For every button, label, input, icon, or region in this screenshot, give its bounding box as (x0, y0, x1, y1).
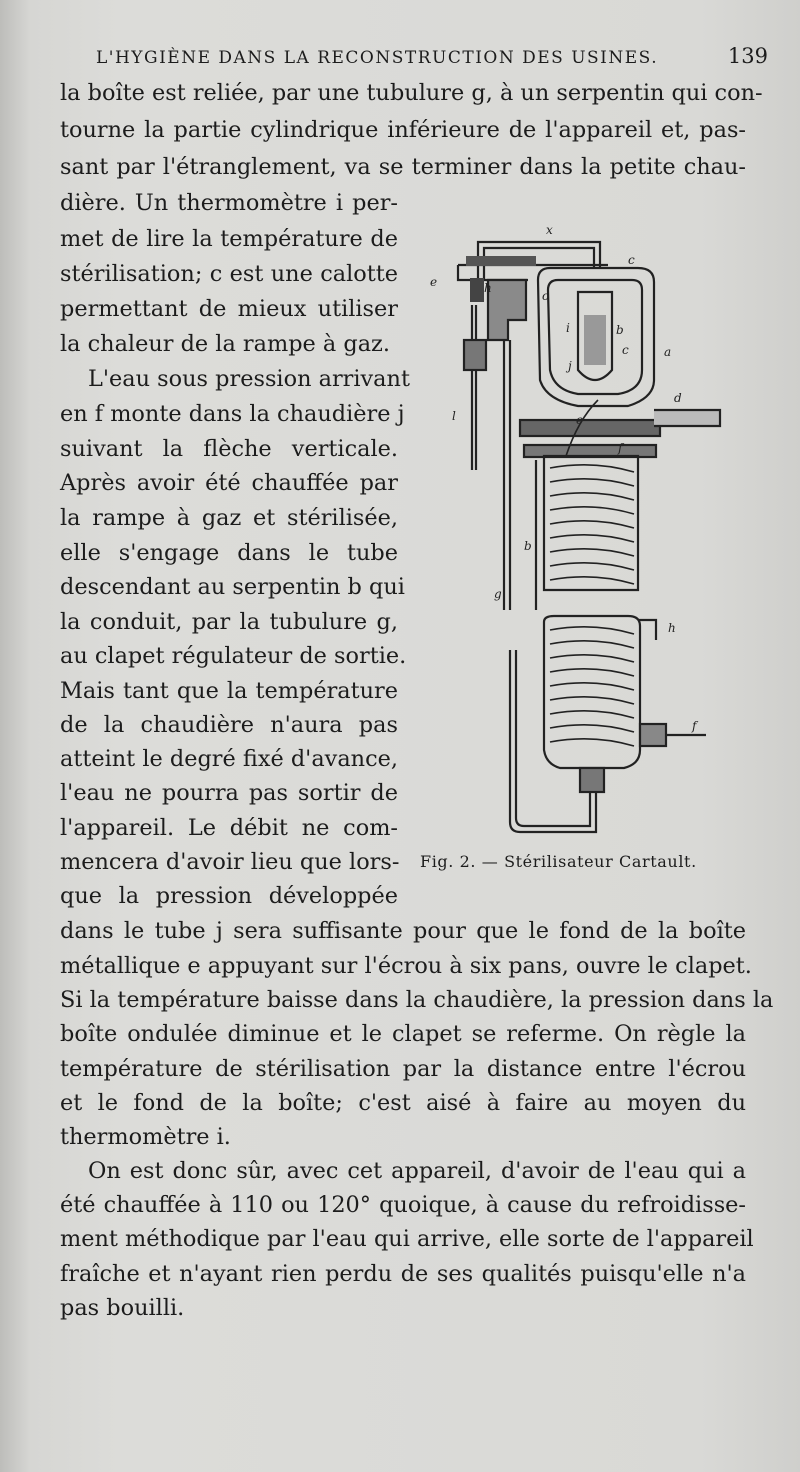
text-line: On est donc sûr, avec cet appareil, d'avoir de l'eau qui a (88, 1158, 746, 1184)
figure-label: j (568, 359, 572, 373)
figure-label: c (628, 253, 635, 267)
figure-label: g (494, 587, 502, 601)
text-line: la boîte est reliée, par une tubulure g, à un serpentin qui con- (60, 80, 763, 106)
text-line: boîte ondulée diminue et le clapet se referme. On règle la (60, 1021, 746, 1047)
figure-label: i (566, 321, 570, 335)
text-line: et le fond de la boîte; c'est aisé à faire au moyen du (60, 1090, 746, 1116)
figure-label: l (452, 409, 456, 423)
text-line: thermomètre i. (60, 1124, 231, 1150)
text-line: température de stérilisation par la distance entre l'écrou (60, 1056, 746, 1082)
text-line: été chauffée à 110 ou 120° quoique, à cause du refroidisse- (60, 1192, 746, 1218)
text-line: mencera d'avoir lieu que lors- (60, 849, 400, 875)
running-title: L'HYGIÈNE DANS LA RECONSTRUCTION DES USINES. (96, 48, 659, 68)
figure-label: e (430, 275, 438, 289)
page-number: 139 (727, 44, 768, 68)
sterilizer-illustration (428, 220, 740, 840)
figure-label: h (668, 621, 676, 635)
text-line: que la pression développée (60, 883, 398, 909)
text-line: l'eau ne pourra pas sortir de (60, 780, 398, 806)
text-line: fraîche et n'ayant rien perdu de ses qualités puisqu'elle n'a (60, 1261, 746, 1287)
text-line: Après avoir été chauffée par (60, 470, 398, 496)
text-line: de la chaudière n'aura pas (60, 712, 398, 738)
figure-label: f (618, 441, 623, 455)
figure-caption: Fig. 2. — Stérilisateur Cartault. (420, 852, 697, 871)
text-line: Mais tant que la température (60, 678, 398, 704)
figure-label: a (664, 345, 672, 359)
text-line: suivant la flèche verticale. (60, 436, 398, 462)
text-line: tourne la partie cylindrique inférieure de l'appareil et, pas- (60, 117, 746, 143)
text-line: l'appareil. Le débit ne com- (60, 815, 398, 841)
text-line: stérilisation; c est une calotte (60, 261, 398, 287)
text-line: permettant de mieux utiliser (60, 296, 398, 322)
text-line: elle s'engage dans le tube (60, 540, 398, 566)
text-line: la chaleur de la rampe à gaz. (60, 331, 390, 357)
running-header (96, 44, 768, 68)
text-line: Si la température baisse dans la chaudière, la pression dans la (60, 987, 774, 1013)
figure-label: x (546, 223, 553, 237)
figure-label: h (484, 281, 492, 295)
text-line: la rampe à gaz et stérilisée, (60, 505, 398, 531)
figure-label: e (576, 413, 584, 427)
text-line: dière. Un thermomètre i per- (60, 190, 398, 216)
text-line: ment méthodique par l'eau qui arrive, elle sorte de l'appareil (60, 1226, 754, 1252)
text-line: au clapet régulateur de sortie. (60, 643, 407, 669)
figure-label: f (692, 719, 697, 733)
text-line: la conduit, par la tubulure g, (60, 609, 398, 635)
text-line: en f monte dans la chaudière j (60, 401, 405, 427)
text-line: descendant au serpentin b qui (60, 574, 405, 600)
figure-label: c (622, 343, 629, 357)
figure-label: b (524, 539, 532, 553)
figure-label: d (674, 391, 682, 405)
text-line: atteint le degré fixé d'avance, (60, 746, 398, 772)
text-line: met de lire la température de (60, 226, 398, 252)
text-line: L'eau sous pression arrivant (88, 366, 410, 392)
text-line: métallique e appuyant sur l'écrou à six pans, ouvre le clapet. (60, 953, 752, 979)
text-line: pas bouilli. (60, 1295, 185, 1321)
text-line: sant par l'étranglement, va se terminer dans la petite chau- (60, 154, 746, 180)
text-line: dans le tube j sera suffisante pour que le fond de la boîte (60, 918, 746, 944)
figure-label: b (616, 323, 624, 337)
figure-label: o (542, 289, 550, 303)
